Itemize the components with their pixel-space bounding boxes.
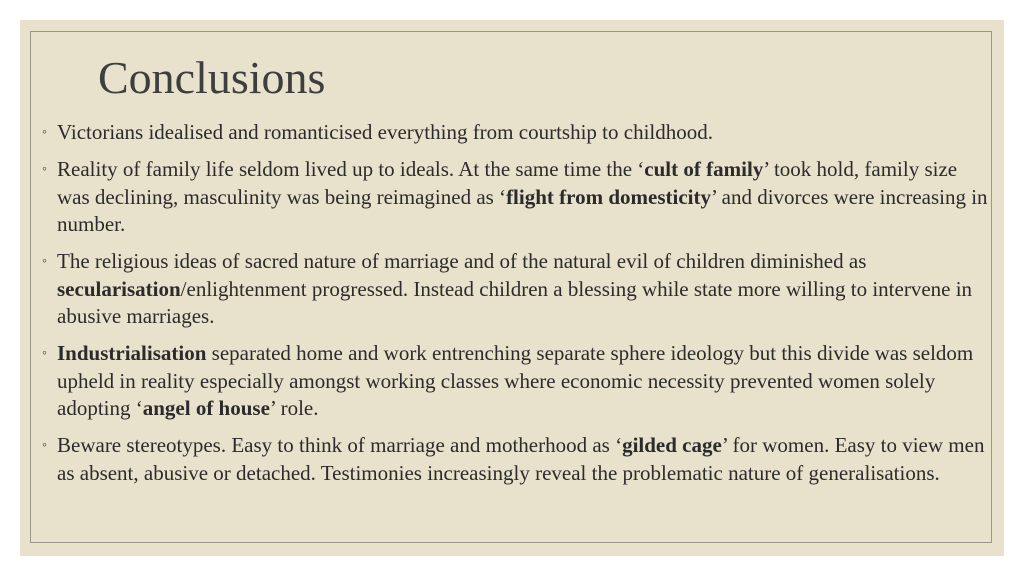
text-segment: Victorians idealised and romanticised everything from courtship to childhood. — [57, 120, 713, 144]
bullet-marker-icon: ◦ — [42, 254, 47, 269]
text-segment: ’ for women. Easy to view men as absent, abusive or detached. Testimonies increasingly reveal the problematic nature of generalisations. — [57, 433, 985, 485]
bullet-marker-icon: ◦ — [42, 125, 47, 140]
slide-title: Conclusions — [98, 52, 326, 103]
bullet-text — [57, 120, 713, 144]
bullet-item — [42, 432, 992, 487]
emphasis-term: secularisation — [57, 276, 181, 301]
bullet-marker-icon: ◦ — [42, 162, 47, 177]
text-segment: ’ role. — [269, 396, 319, 420]
bullet-list — [42, 119, 992, 497]
emphasis-term: gilded cage — [622, 433, 722, 457]
emphasis-term: angel of house — [142, 396, 270, 420]
bullet-text — [57, 433, 984, 485]
text-segment: ’ and divorces were increasing in number. — [57, 184, 988, 236]
emphasis-term: cult of family — [644, 157, 764, 181]
bullet-item — [42, 340, 992, 423]
bullet-item — [42, 156, 992, 239]
bullet-item — [42, 248, 992, 331]
text-segment: ’ took hold, family size was declining, masculinity was being reimagined as ‘ — [57, 157, 958, 209]
text-segment: /enlightenment progressed. Instead children a blessing while state more willing to intervene in abusive marriages. — [57, 276, 973, 328]
text-segment: Reality of family life seldom lived up to ideals. At the same time the ‘ — [57, 157, 645, 181]
bullet-text — [57, 249, 972, 328]
bullet-marker-icon: ◦ — [42, 346, 47, 361]
emphasis-term: Industrialisation — [57, 341, 207, 365]
bullet-item — [42, 119, 992, 147]
bullet-text — [57, 157, 988, 236]
emphasis-term: flight from domesticity — [506, 184, 711, 209]
text-segment: separated home and work entrenching separate sphere ideology but this divide was seldom upheld in reality especially amongst working classes where economic necessity prevented women solely adopting ‘ — [57, 341, 974, 420]
bullet-text — [57, 341, 973, 420]
slide — [20, 20, 1004, 556]
text-segment: The religious ideas of sacred nature of marriage and of the natural evil of children diminished as — [57, 249, 867, 273]
bullet-marker-icon: ◦ — [42, 438, 47, 453]
text-segment: Beware stereotypes. Easy to think of marriage and motherhood as ‘ — [57, 433, 623, 457]
